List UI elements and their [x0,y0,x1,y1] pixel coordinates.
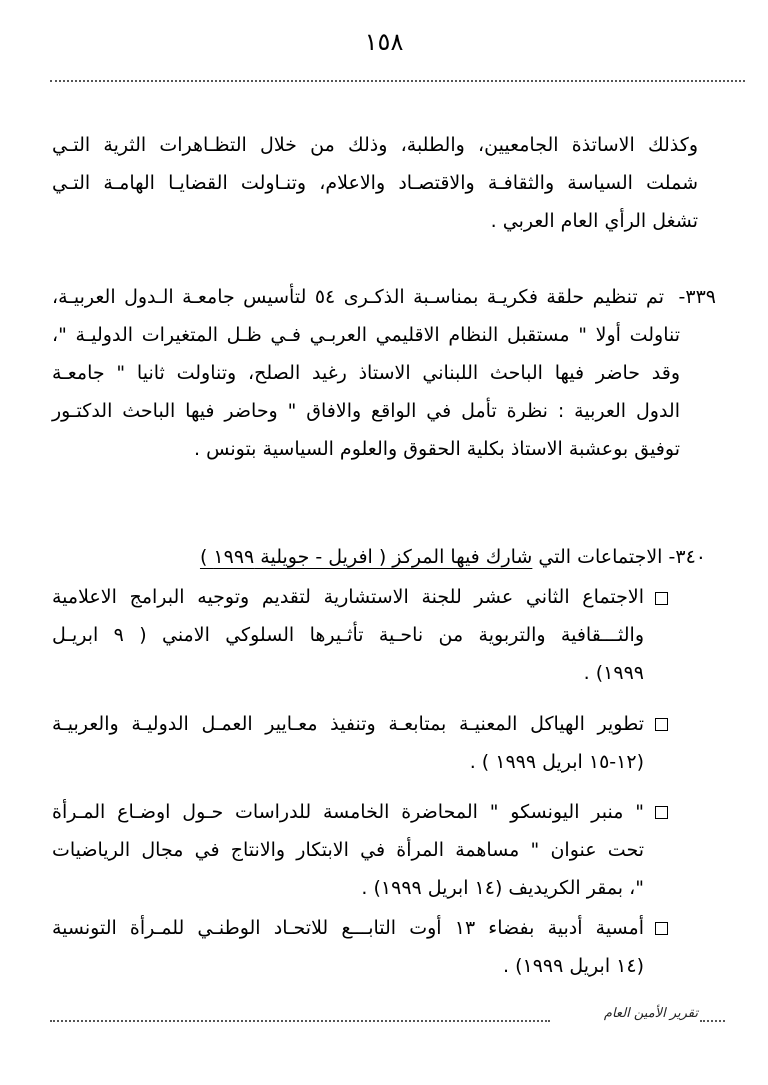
bullet-line: (١٢-١٥ ابريل ١٩٩٩ ) . [469,751,644,773]
footer-title: تقرير الأمين العام [603,1006,698,1021]
bullet-line: "، بمقر الكريديف (١٤ ابريل ١٩٩٩) . [361,877,644,899]
checkbox-icon [655,922,668,935]
bullet-line: أمسية أدبية بفضاء ١٣ أوت التابـــع للاتحـاد الوطنـي للمـرأة التونسية [52,917,644,939]
intro-line: وكذلك الاساتذة الجامعيين، والطلبة، وذلك من خلال التظـاهرات الثرية التـي [52,134,698,156]
footer-divider [50,1020,550,1022]
paragraph-line: توفيق بوعشبة الاستاذ بكلية الحقوق والعلوم السياسية بتونس . [194,438,680,460]
bullet-line: تحت عنوان " مساهمة المرأة في الابتكار والانتاج في مجال الرياضيات [52,839,644,861]
intro-line: شملت السياسة والثقافـة والاقتصـاد والاعلام، وتنـاولت القضايـا الهامـة التـي [52,172,698,194]
paragraph-line: الدول العربية : نظرة تأمل في الواقع والافاق " وحاضر فيها الباحث الدكتـور [52,400,680,422]
item-number-340: ٣٤٠- [668,546,706,568]
bullet-line: والثـــقافية والتربوية من ناحـية تأثـيرها السلوكي الامني ( ٩ ابريـل [52,624,644,646]
header-divider [50,80,745,82]
bullet-line: (١٤ ابريل ١٩٩٩) . [503,955,644,977]
section-heading-340 [200,542,706,572]
checkbox-icon [655,592,668,605]
paragraph-line: وقد حاضر فيها الباحث اللبناني الاستاذ رغيد الصلح، وتناولت ثانيا " جامعـة [52,362,680,384]
footer-divider-right [700,1020,725,1022]
intro-line: تشغل الرأي العام العربي . [490,210,698,232]
bullet-line: " منبر اليونسكو " المحاضرة الخامسة للدراسات حـول اوضـاع المـرأة [52,801,644,823]
checkbox-icon [655,806,668,819]
checkbox-icon [655,718,668,731]
page-number: ١٥٨ [364,28,404,56]
item-number-339: ٣٣٩- [678,286,716,308]
bullet-line: تطوير الهياكل المعنيـة بمتابعـة وتنفيذ معـايير العمـل الدوليـة والعربيـة [52,713,644,735]
paragraph-line: تناولت أولا " مستقبل النظام الاقليمي العربـي فـي ظـل المتغيرات الدوليـة "، [52,324,680,346]
bullet-line: ١٩٩٩) . [583,662,644,684]
bullet-line: الاجتماع الثاني عشر للجنة الاستشارية لتقديم وتوجيه البرامج الاعلامية [52,586,644,608]
heading-plain: الاجتماعات التي [538,546,663,568]
paragraph-line: تم تنظيم حلقة فكريـة بمناسـبة الذكـرى ٥٤ لتأسيس جامعـة الـدول العربيـة، [52,286,664,308]
heading-underlined: شارك فيها المركز ( افريل - جويلية ١٩٩٩ ) [199,546,533,568]
